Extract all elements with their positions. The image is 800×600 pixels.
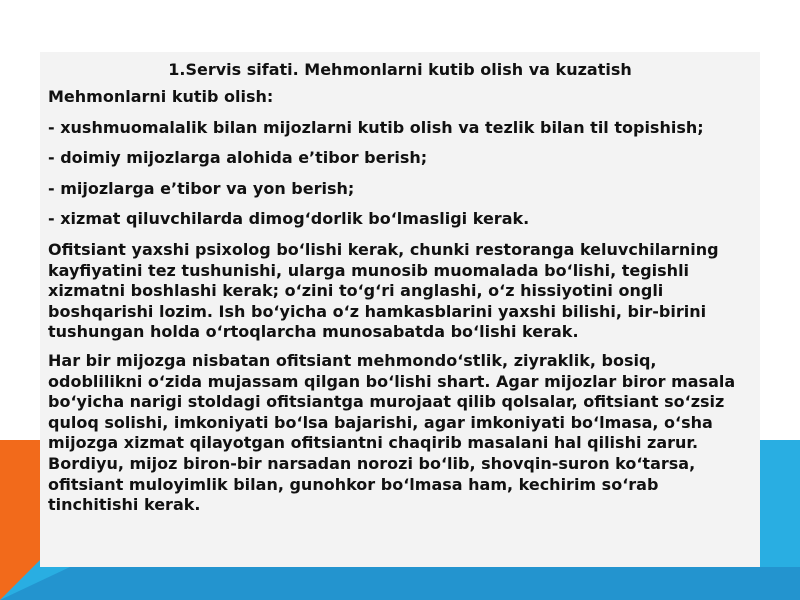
bullet-item: - mijozlarga e’tibor va yon berish; bbox=[48, 178, 355, 198]
bullet-item: - doimiy mijozlarga alohida e’tibor berish; bbox=[48, 148, 428, 168]
bullet-item: - xushmuomalalik bilan mijozlarni kutib olish va tezlik bilan til topishish; bbox=[48, 117, 704, 137]
subheading: Mehmonlarni kutib olish: bbox=[48, 87, 274, 106]
dark-blue-accent-shape bbox=[0, 567, 800, 600]
body-paragraph: Har bir mijozga nisbatan ofitsiant mehmondo‘stlik, ziyraklik, bosiq, odoblilikni o‘zida mujassam qilgan bo‘lishi shart. Agar mijozlar biror masala bo‘yicha narigi stoldagi ofitsiantga murojaat qilib qolsalar, ofitsiant so‘zsiz quloq solishi, imkoniyati bo‘lsa bajarishi, agar imkoniyati bo‘lmasa, o‘sha mijozga xizmat qilayotgan ofitsiantni chaqirib masalani hal qilishi zarur. Bordiyu, mijoz biron-bir narsadan norozi bo‘lib, shovqin-suron ko‘tarsa, ofitsiant muloyimlik bilan, gunohkor bo‘lmasa ham, kechirim so‘rab tinchitishi kerak. bbox=[48, 350, 736, 515]
slide-content-panel bbox=[40, 52, 760, 567]
bullet-item: - xizmat qiluvchilarda dimog‘dorlik bo‘lmasligi kerak. bbox=[48, 209, 530, 229]
slide-title: 1.Servis sifati. Mehmonlarni kutib olish va kuzatish bbox=[168, 60, 632, 79]
body-paragraph: Ofitsiant yaxshi psixolog bo‘lishi kerak, chunki restoranga keluvchilarning kayfiyatini tez tushunishi, ularga munosib muomalada bo‘lishi, tegishli xizmatni boshlashi kerak; o‘zini to‘g‘ri anglashi, o‘z hissiyotini ongli boshqarishi lozim. Ish bo‘yicha o‘z hamkasblarini yaxshi bilishi, bir-birini tushungan holda o‘rtoqlarcha munosabatda bo‘lishi kerak. bbox=[48, 239, 719, 342]
